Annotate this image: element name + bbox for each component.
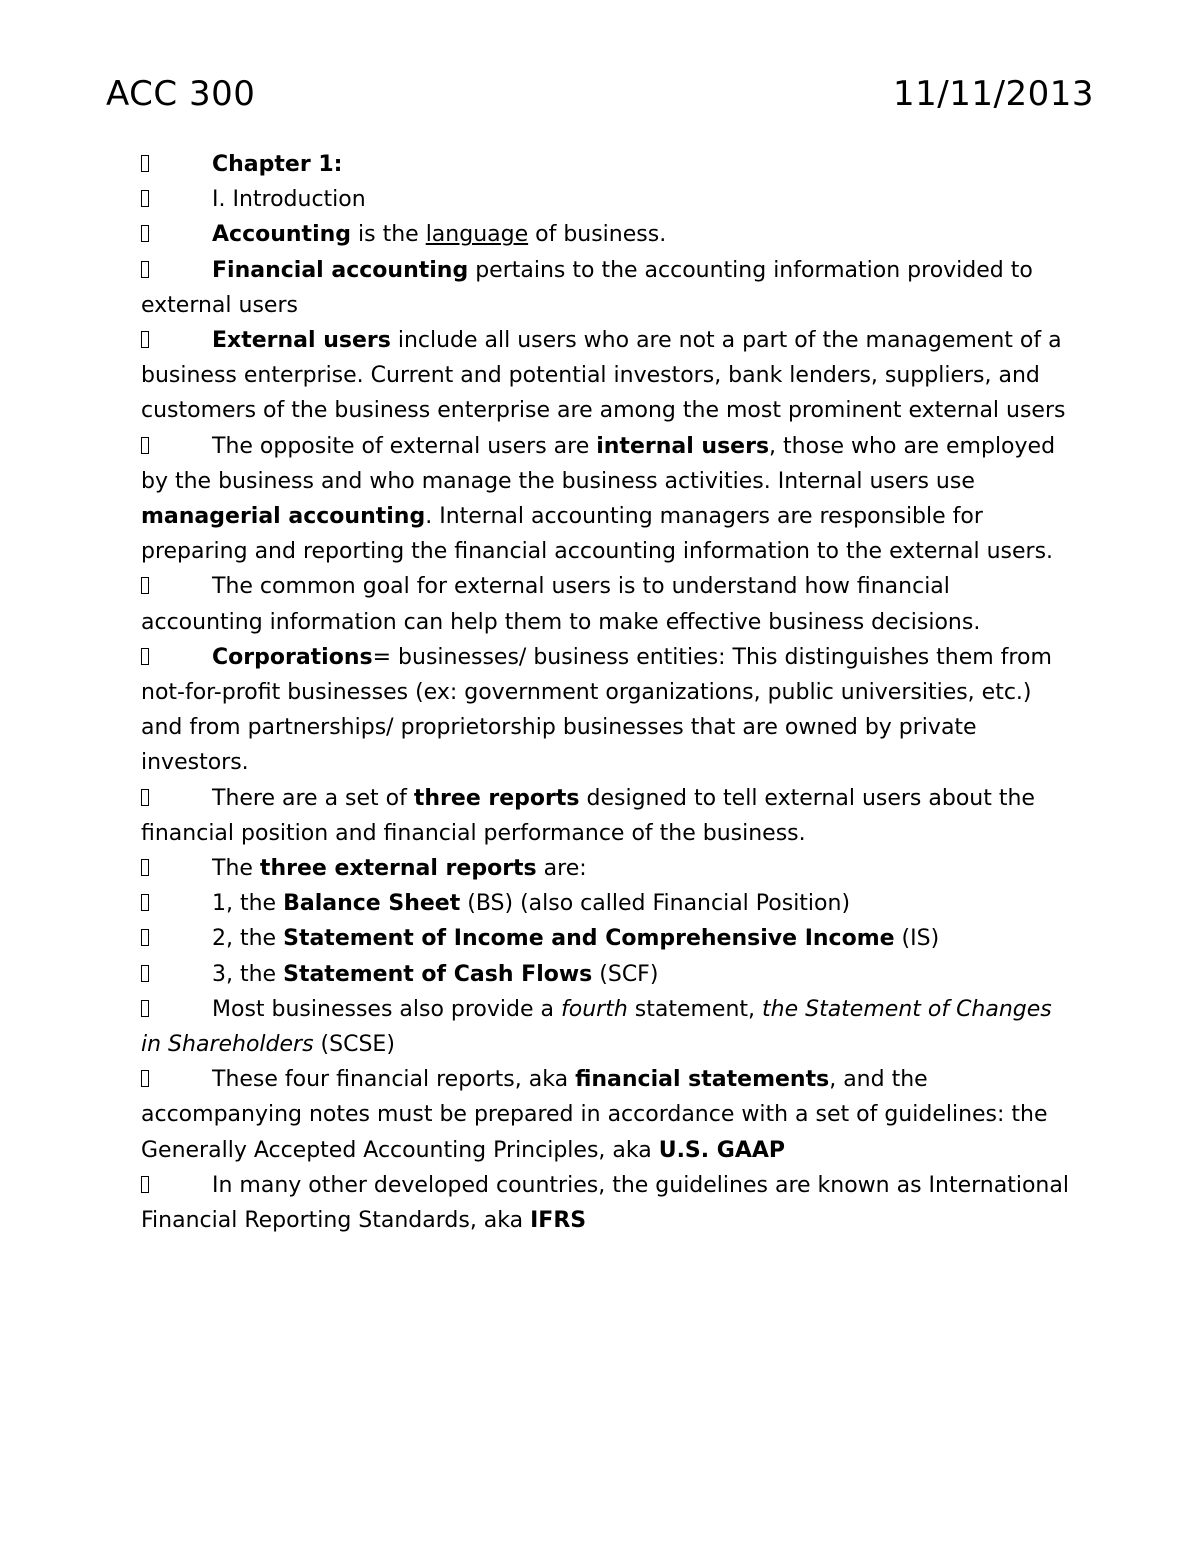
- note-paragraph: [141, 323, 1071, 429]
- note-text: (SCSE): [313, 1032, 395, 1058]
- note-text: , and the accompanying notes must be prepared in accordance with a set of guidelines: the Generally Accepted Accounting Principles, aka: [141, 1067, 1048, 1163]
- note-text: is the: [351, 222, 426, 248]
- bold-term: Statement of Income and Comprehensive Income: [283, 926, 895, 952]
- missing-glyph-bullet-icon: [141, 437, 149, 454]
- note-text: 2, the: [212, 926, 284, 952]
- note-paragraph: [141, 1062, 1071, 1168]
- note-text: I. Introduction: [212, 187, 366, 213]
- bold-term: Corporations: [212, 644, 373, 670]
- note-text: 3, the: [212, 961, 284, 987]
- note-text: pertains to the accounting information provided to external users: [141, 257, 1033, 318]
- notes-body: [141, 147, 1071, 1238]
- missing-glyph-bullet-icon: [141, 155, 149, 172]
- missing-glyph-bullet-icon: [141, 577, 149, 594]
- missing-glyph-bullet-icon: [141, 859, 149, 876]
- bold-term: Statement of Cash Flows: [283, 961, 593, 987]
- note-text: (BS) (also called Financial Position): [460, 891, 851, 917]
- note-text: The common goal for external users is to understand how financial accounting information can help them to make effective business decisions.: [141, 574, 981, 635]
- missing-glyph-bullet-icon: [141, 261, 149, 278]
- note-text: statement,: [627, 996, 763, 1022]
- note-text: , those who are employed by the business and who manage the business activities. Internal users use: [141, 433, 1056, 494]
- note-paragraph: [141, 147, 1071, 182]
- missing-glyph-bullet-icon: [141, 1070, 149, 1087]
- missing-glyph-bullet-icon: [141, 929, 149, 946]
- note-paragraph: [141, 921, 1071, 956]
- note-text: In many other developed countries, the guidelines are known as International Financial Reporting Standards, aka: [141, 1172, 1069, 1234]
- bold-term: IFRS: [530, 1208, 587, 1234]
- missing-glyph-bullet-icon: [141, 1000, 149, 1017]
- note-paragraph: [141, 217, 1071, 252]
- note-text: (SCF): [592, 961, 659, 987]
- note-text: are:: [536, 856, 587, 882]
- bold-term: Balance Sheet: [283, 891, 461, 917]
- note-paragraph: [141, 886, 1071, 921]
- note-text: 1, the: [212, 891, 284, 917]
- missing-glyph-bullet-icon: [141, 965, 149, 982]
- italic-text: fourth: [561, 996, 628, 1022]
- note-text: There are a set of: [212, 785, 414, 811]
- missing-glyph-bullet-icon: [141, 190, 149, 207]
- missing-glyph-bullet-icon: [141, 225, 149, 242]
- missing-glyph-bullet-icon: [141, 648, 149, 665]
- bold-term: managerial accounting: [141, 504, 426, 530]
- bold-term: Accounting: [212, 222, 352, 248]
- bold-term: External users: [212, 328, 391, 354]
- bold-term: three external reports: [259, 856, 537, 882]
- note-text: = businesses/ business entities: This distinguishes them from not-for-profit businesses (ex: government organizations, public universities, etc.) and from partnerships/ proprietorship businesses that are owned by private investors.: [141, 644, 1052, 776]
- note-paragraph: [141, 992, 1071, 1062]
- page-header: [106, 72, 1094, 120]
- bold-term: Chapter 1:: [212, 152, 343, 177]
- bold-term: Financial accounting: [212, 257, 469, 283]
- note-paragraph: [141, 429, 1071, 570]
- missing-glyph-bullet-icon: [141, 894, 149, 911]
- note-paragraph: [141, 1168, 1071, 1238]
- underlined-text: language: [425, 222, 529, 248]
- note-text: of business.: [528, 222, 667, 248]
- note-paragraph: [141, 640, 1071, 781]
- note-text: The opposite of external users are: [212, 433, 597, 459]
- note-paragraph: [141, 569, 1071, 639]
- missing-glyph-bullet-icon: [141, 331, 149, 348]
- bold-term: three reports: [413, 785, 580, 811]
- note-text: designed to tell external users about the financial position and financial performance of the business.: [141, 785, 1035, 846]
- missing-glyph-bullet-icon: [141, 789, 149, 806]
- header-date: 11/11/2013: [893, 74, 1094, 114]
- bold-term: U.S. GAAP: [658, 1137, 786, 1163]
- note-text: These four financial reports, aka: [212, 1067, 576, 1093]
- note-paragraph: [141, 781, 1071, 851]
- course-title: ACC 300: [106, 74, 256, 114]
- note-text: include all users who are not a part of the management of a business enterprise. Current and potential investors, bank lenders, suppliers, and customers of the business enterprise are among the most prominent external users: [141, 328, 1066, 424]
- note-paragraph: [141, 957, 1071, 992]
- note-paragraph: [141, 253, 1071, 323]
- italic-text: the Statement of Changes in Shareholders: [141, 996, 1052, 1058]
- note-paragraph: [141, 182, 1071, 217]
- note-paragraph: [141, 851, 1071, 886]
- note-text: (IS): [894, 926, 940, 952]
- note-text: Most businesses also provide a: [212, 996, 561, 1022]
- note-text: The: [212, 856, 260, 882]
- note-text: . Internal accounting managers are responsible for preparing and reporting the financial accounting information to the external users.: [141, 504, 1054, 565]
- missing-glyph-bullet-icon: [141, 1176, 149, 1193]
- bold-term: financial statements: [575, 1067, 830, 1093]
- bold-term: internal users: [596, 433, 770, 459]
